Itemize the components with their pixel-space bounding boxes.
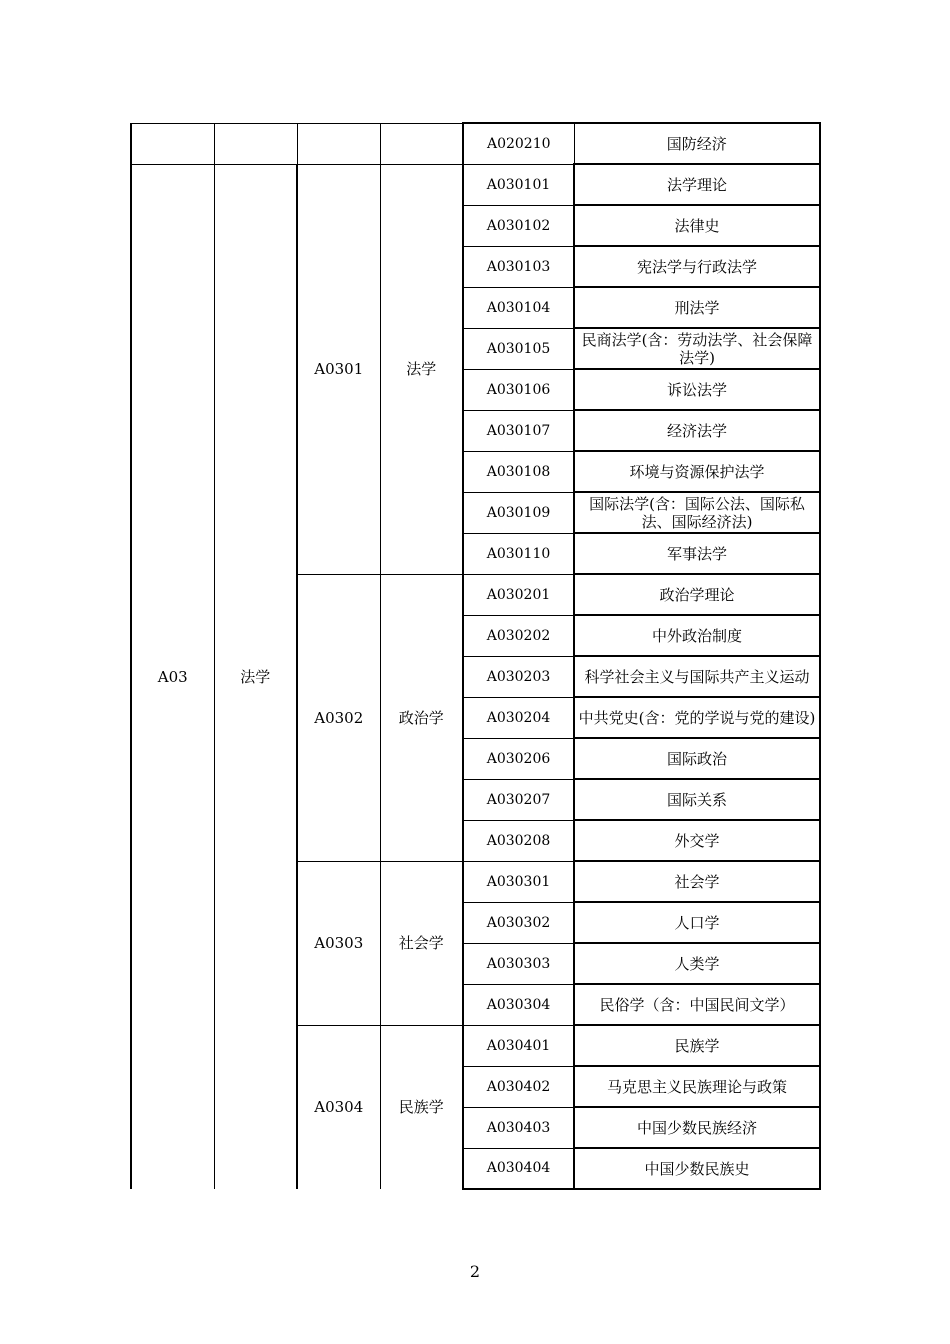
item-code: A020210: [463, 123, 574, 164]
blank-cell: [214, 123, 297, 164]
group-code: A0302: [297, 574, 380, 861]
group-code: A0303: [297, 861, 380, 1025]
item-name: 刑法学: [574, 287, 820, 328]
item-name: 环境与资源保护法学: [574, 451, 820, 492]
item-code: A030302: [463, 902, 574, 943]
item-name: 诉讼法学: [574, 369, 820, 410]
item-code: A030203: [463, 656, 574, 697]
item-code: A030401: [463, 1025, 574, 1066]
item-name: 民商法学(含：劳动法学、社会保障法学): [574, 328, 820, 369]
item-code: A030301: [463, 861, 574, 902]
table-row: [131, 123, 820, 164]
item-code: A030105: [463, 328, 574, 369]
item-name: 中共党史(含：党的学说与党的建设): [574, 697, 820, 738]
group-name: 法学: [380, 164, 463, 574]
item-name: 马克思主义民族理论与政策: [574, 1066, 820, 1107]
item-code: A030110: [463, 533, 574, 574]
item-code: A030204: [463, 697, 574, 738]
item-code: A030107: [463, 410, 574, 451]
item-code: A030201: [463, 574, 574, 615]
item-name: 民族学: [574, 1025, 820, 1066]
blank-cell: [380, 123, 463, 164]
item-name: 军事法学: [574, 533, 820, 574]
group-code: A0301: [297, 164, 380, 574]
item-name: 人口学: [574, 902, 820, 943]
item-code: A030402: [463, 1066, 574, 1107]
item-code: A030202: [463, 615, 574, 656]
item-name: 经济法学: [574, 410, 820, 451]
group-name: 民族学: [380, 1025, 463, 1189]
item-name: 中国少数民族史: [574, 1148, 820, 1189]
item-code: A030106: [463, 369, 574, 410]
item-name: 社会学: [574, 861, 820, 902]
item-name: 国防经济: [574, 123, 820, 164]
item-code: A030207: [463, 779, 574, 820]
item-code: A030108: [463, 451, 574, 492]
item-code: A030109: [463, 492, 574, 533]
item-name: 国际政治: [574, 738, 820, 779]
item-code: A030208: [463, 820, 574, 861]
blank-cell: [297, 123, 380, 164]
item-name: 科学社会主义与国际共产主义运动: [574, 656, 820, 697]
item-code: A030303: [463, 943, 574, 984]
category-name: 法学: [214, 164, 297, 1189]
group-name: 社会学: [380, 861, 463, 1025]
item-code: A030404: [463, 1148, 574, 1189]
item-code: A030403: [463, 1107, 574, 1148]
group-code: A0304: [297, 1025, 380, 1189]
item-name: 人类学: [574, 943, 820, 984]
item-name: 中国少数民族经济: [574, 1107, 820, 1148]
blank-cell: [131, 123, 214, 164]
item-code: A030101: [463, 164, 574, 205]
item-name: 政治学理论: [574, 574, 820, 615]
item-code: A030103: [463, 246, 574, 287]
item-name: 国际关系: [574, 779, 820, 820]
item-name: 法学理论: [574, 164, 820, 205]
discipline-table: [130, 122, 821, 1190]
item-name: 法律史: [574, 205, 820, 246]
item-name: 宪法学与行政法学: [574, 246, 820, 287]
item-name: 民俗学（含：中国民间文学）: [574, 984, 820, 1025]
group-name: 政治学: [380, 574, 463, 861]
table-row: [131, 164, 820, 205]
item-name: 国际法学(含：国际公法、国际私法、国际经济法): [574, 492, 820, 533]
item-code: A030206: [463, 738, 574, 779]
item-name: 外交学: [574, 820, 820, 861]
item-code: A030102: [463, 205, 574, 246]
category-code: A03: [131, 164, 214, 1189]
item-code: A030104: [463, 287, 574, 328]
item-name: 中外政治制度: [574, 615, 820, 656]
item-code: A030304: [463, 984, 574, 1025]
page-number: 2: [469, 1262, 481, 1281]
